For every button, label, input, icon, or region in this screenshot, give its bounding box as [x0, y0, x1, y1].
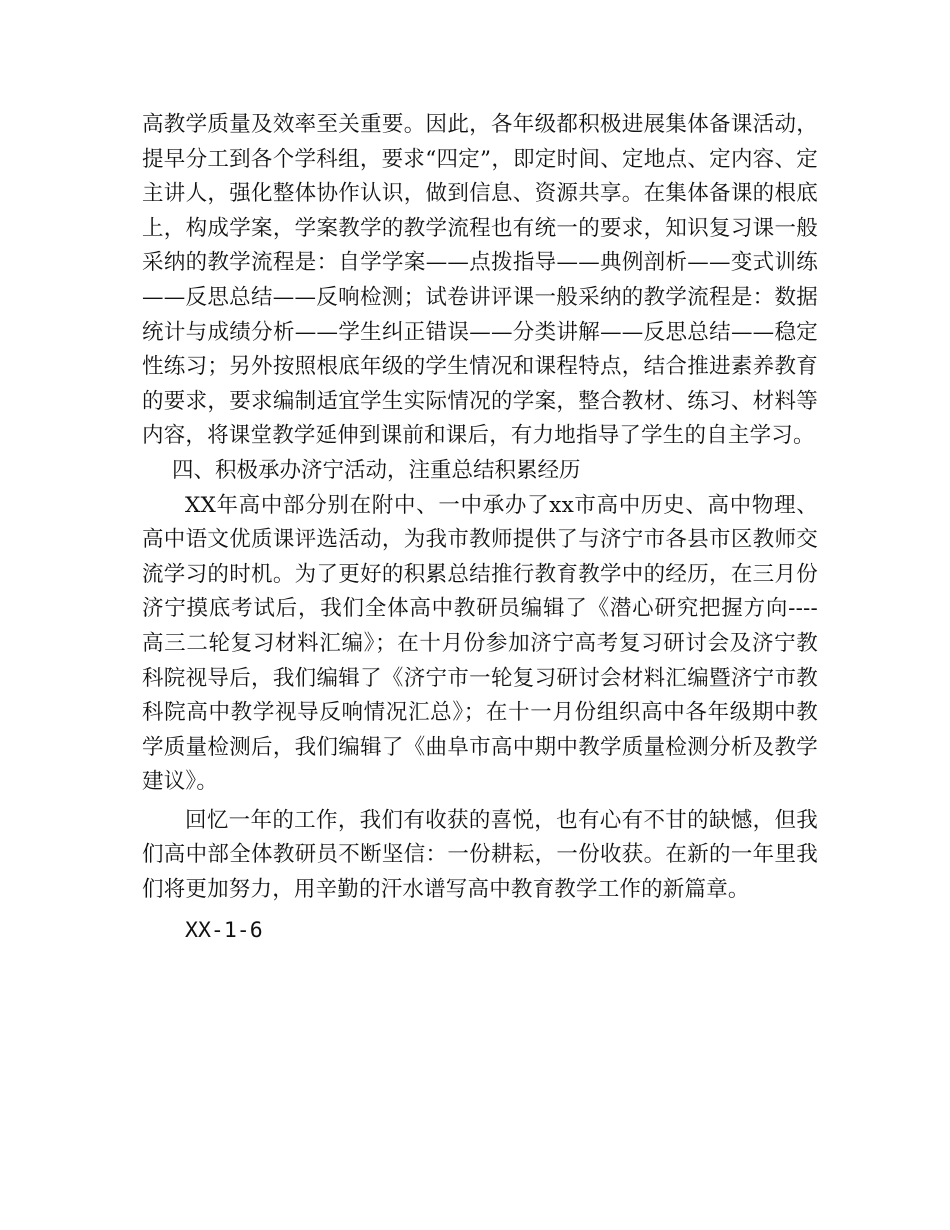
section-heading-four: 四、积极承办济宁活动，注重总结积累经历 [172, 457, 581, 483]
paragraph-closing-remarks: 回忆一年的工作，我们有收获的喜悦，也有心有不甘的缺憾，但我们高中部全体教研员不断坚信：一份耕耘，一份收获。在新的一年里我们将更加努力，用辛勤的汗水谱写高中教育教学工作的新篇章。 [142, 807, 818, 903]
document-date: XX-1-6 [185, 917, 263, 943]
paragraph-jining-activities: XX年高中部分别在附中、一中承办了xx市高中历史、高中物理、高中语文优质课评选活动，为我市教师提供了与济宁市各县市区教师交流学习的时机。为了更好的积累总结推行教育教学中的经历，在三月份济宁摸底考试后，我们全体高中教研员编辑了《潜心研究把握方向----高三二轮复习材料汇编》；在十月份参加济宁高考复习研讨会及济宁教科院视导后，我们编辑了《济宁市一轮复习研讨会材料汇编暨济宁市教科院高中教学视导反响情况汇总》；在十一月份组织高中各年级期中教学质量检测后，我们编辑了《曲阜市高中期中教学质量检测分析及教学建议》。 [142, 492, 818, 795]
document-body [142, 108, 818, 948]
paragraph-lesson-planning: 高教学质量及效率至关重要。因此，各年级都积极进展集体备课活动，提早分工到各个学科组，要求“四定”，即定时间、定地点、定内容、定主讲人，强化整体协作认识，做到信息、资源共享。在集体备课的根底上，构成学案，学案教学的教学流程也有统一的要求，知识复习课一般采纳的教学流程是：自学学案——点拨指导——典例剖析——变式训练——反思总结——反响检测；试卷讲评课一般采纳的教学流程是：数据统计与成绩分析——学生纠正错误——分类讲解——反思总结——稳定性练习；另外按照根底年级的学生情况和课程特点，结合推进素养教育的要求，要求编制适宜学生实际情况的学案，整合教材、练习、材料等内容，将课堂教学延伸到课前和课后，有力地指导了学生的自主学习。 [142, 112, 818, 449]
